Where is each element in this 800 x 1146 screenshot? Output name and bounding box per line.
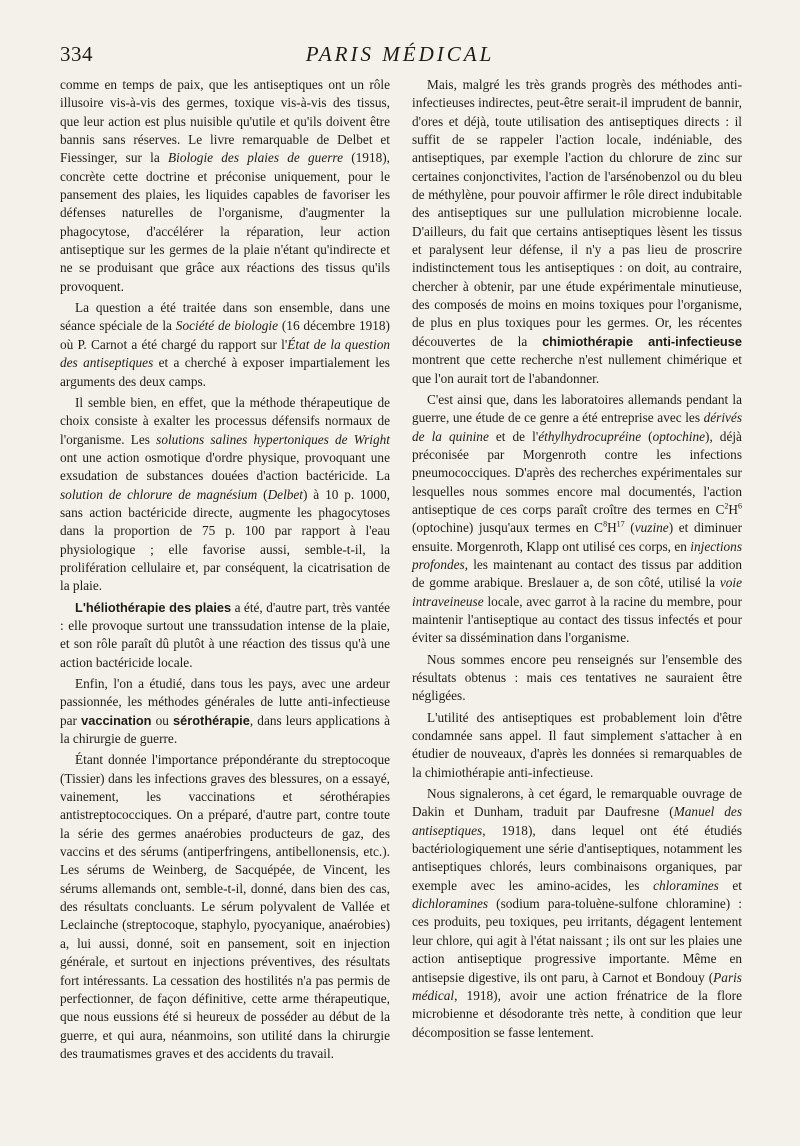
paragraph	[412, 709, 742, 782]
text-run: a été, d'autre part, très vantée : elle provoque surtout une transsudation intense de la plaie, et son rôle paraît dû plutôt à une réaction des tissus qu'à une action bactéricide locale.	[60, 599, 390, 670]
italic-run: éthylhydrocupréine	[538, 428, 642, 444]
text-run: ) et diminuer ensuite. Morgenroth, Klapp ont utilisé ces corps, en	[412, 520, 742, 554]
text-run: (16 décembre 1918) où P. Carnot a été chargé du rapport sur l'	[60, 318, 390, 352]
text-run: Étant donnée l'importance prépondérante du streptocoque (Tissier) dans les infections graves des blessures, on a essayé, vainement, les vaccinations et sérothérapies antistreptococciques. On a préparé, d'autre part, contre toute la série des germes anaérobies producteurs de gaz, des vaccins et des sérums (antiperfringens, antibellonensis, etc.). Les sérums de Weinberg, de Sacquépée, de Vincent, les sérums allemands ont, semble-t-il, donné, dans bien des cas, des résultats concluants. Le sérum polyvalent de Vallée et Leclainche (streptocoque, staphylo, pyocyanique, anaérobies) a, lui aussi, donné, soit en pansement, soit en injection générale, et surtout en injections préventives, des résultats fort intéressants. La cessation des hostilités n'a pas permis de perfectionner, de façon définitive, cette arme thérapeutique, que nous eussions été si heureux de posséder au début de la guerre, et qui aura, néanmoins, son utilité dans la chirurgie des traumatismes graves et des accidents du travail.	[60, 752, 390, 1061]
italic-run: dichloramines	[412, 896, 489, 912]
italic-run: voie intraveineuse	[412, 575, 742, 609]
paragraph	[412, 391, 742, 648]
text-run: ) à 10 p. 1000, sans action bactéricide directe, augmente les phagocytoses dans la proportion de 75 p. 100 par rapport à l'eau physiologique ; elle favorise aussi, semble-t-il, la prolifération cellulaire et, par conséquent, la cicatrisation de la plaie.	[60, 486, 390, 594]
text-run: Enfin, l'on a étudié, dans tous les pays, avec une ardeur passionnée, les méthodes générales de lutte anti-infectieuse par	[60, 676, 390, 728]
text-run: (1918), concrète cette doctrine et préconise uniquement, pour le pansement des plaies, les liquides capables de favoriser les défenses naturelles de l'organisme, d'augmenter la phagocytose, d'accélérer la réparation, leur action antiseptique sur les germes de la plaie n'étant qu'indirecte et ne se produisant que grâce aux réactions des tissus qu'ils provoquent.	[60, 150, 390, 294]
page-number: 334	[60, 42, 93, 66]
text-run: (	[257, 486, 268, 502]
paragraph	[60, 599, 390, 672]
text-run: Mais, malgré les très grands progrès des méthodes anti-infectieuses indirectes, peut-être serait-il imprudent de bannir, d'ores et déjà, toute utilisation des antiseptiques directs : il suffit de se rappeler l'action locale, indéniable, des antiseptiques, par exemple l'action du chlorure de zinc sur certaines conjonctivites, l'action de l'arsénobenzol ou du bleu de méthylène, pour pouvoir affirmer le rôle direct indubitable des antiseptiques sur une pullulation microbienne locale. D'ailleurs, du fait que certains antiseptiques lèsent les tissus et paralysent leur défense, il n'y a pas lieu de proscrire indistinctement tous les antiseptiques : on doit, au contraire, chercher à obtenir, par une étude expérimentale minutieuse, des composés de moins en moins toxiques pour l'organisme, de plus en plus toxiques pour les germes. Or, les récentes découvertes de la	[412, 77, 742, 349]
superscript-run: 8	[603, 519, 608, 529]
italic-run: solution de chlorure de magnésium	[60, 486, 258, 502]
text-run: C'est ainsi que, dans les laboratoires allemands pendant la guerre, une étude de ce genre a été entreprise avec les	[412, 391, 742, 426]
text-run: ont une action osmotique d'ordre physique, provoquant une exsudation de substances douées d'action bactéricide. La	[60, 449, 390, 484]
text-run: , dans leurs applications à la chirurgie de guerre.	[60, 712, 390, 747]
text-run: La question a été traitée dans son ensemble, dans une séance spéciale de la	[60, 300, 390, 334]
text-run: , 1918), avoir une action frénatrice de la flore microbienne et désodorante très nette, à condition que leur décomposition se fasse lentement.	[412, 987, 742, 1040]
bold-run: sérothérapie	[173, 712, 250, 728]
text-run: (optochine) jusqu'aux termes en C	[412, 520, 604, 536]
text-run: (	[624, 520, 635, 536]
bold-run: L'héliothérapie des plaies	[75, 599, 232, 615]
italic-run: Paris médical	[412, 969, 742, 1003]
paragraph	[412, 651, 742, 706]
right-column	[412, 76, 742, 1042]
left-column	[60, 76, 390, 1063]
text-run: ), déjà préconisée par Morgenroth contre les infections pneumococciques. D'après des recherches expérimentales sur lesquelles nous sommes encore mal documentés, l'action antiseptique de ces corps paraît croître des termes en C	[412, 428, 742, 517]
text-run: locale, avec garrot à la racine du membre, pour maintenir l'antiseptique au contact des tissus infectés et pour éviter sa dissémination dans l'organisme.	[412, 593, 742, 646]
italic-run: chloramines	[653, 877, 719, 893]
italic-run: vuzine	[634, 520, 669, 536]
journal-title: PARIS MÉDICAL	[305, 42, 495, 66]
bold-run: vaccination	[81, 712, 152, 728]
text-run: et	[718, 877, 742, 893]
superscript-run: 6	[738, 501, 742, 511]
italic-run: État de la question des antiseptiques	[60, 336, 390, 371]
text-run: Il semble bien, en effet, que la méthode thérapeutique de choix consiste à exalter les processus défensifs normaux de l'organisme. Les	[60, 394, 390, 447]
paragraph	[60, 76, 390, 296]
text-run: H	[607, 520, 617, 536]
paragraph	[60, 751, 390, 1063]
text-run: ou	[151, 712, 174, 728]
bold-run: chimiothérapie anti-infectieuse	[542, 333, 742, 349]
text-run: Nous signalerons, à cet égard, le remarquable ouvrage de Dakin et Dunham, traduit par Daufresne (	[412, 786, 742, 820]
superscript-run: 17	[616, 519, 625, 529]
page-header	[60, 40, 740, 72]
text-run: comme en temps de paix, que les antiseptiques ont un rôle illusoire vis-à-vis des germes, toxique vis-à-vis des tissus, que leur action est plus nuisible qu'utile et qu'ils doivent être bannis sans réserves. Le livre remarquable de Delbet et Fiessinger, sur la	[60, 77, 390, 166]
text-run: (	[641, 428, 653, 444]
italic-run: optochine	[652, 428, 706, 444]
italic-run: Biologie des plaies de guerre	[168, 150, 343, 166]
text-run: et a cherché à exposer impartialement les arguments des deux camps.	[60, 355, 390, 389]
text-run: Nous sommes encore peu renseignés sur l'ensemble des résultats obtenus : mais ces tentatives ne sauraient être négligées.	[412, 651, 742, 704]
text-run: (sodium para-toluène-sulfone chloramine) : ces produits, peu toxiques, peu irritants, dégagent lentement leur chlore, qui agit à l'état naissant ; ils ont sur les plaies une action antiseptique progressive importante. Même en antisepsie digestive, ils ont paru, à Carnot et Bondouy (	[412, 896, 742, 985]
text-run: montrent que cette recherche n'est nullement chimérique et que l'on aurait tort de l'abandonner.	[412, 352, 742, 386]
superscript-run: 2	[724, 501, 729, 511]
text-run: H	[728, 501, 738, 517]
paragraph	[412, 76, 742, 388]
italic-run: injections profondes	[412, 538, 742, 572]
text-run: , 1918), dans lequel ont été étudiés bactériologiquement une série d'antiseptiques, notamment les antiseptiques chlorés, leurs combinaisons organiques, par exemple avec les amino-acides, les	[412, 822, 742, 893]
italic-run: dérivés de la quinine	[412, 410, 742, 444]
text-run: , les maintenant au contact des tissus par addition de gomme arabique. Breslauer a, de son côté, utilisé la	[412, 556, 742, 591]
paragraph	[60, 394, 390, 596]
italic-run: Manuel des antiseptiques	[412, 804, 743, 838]
paragraph	[60, 299, 390, 391]
paragraph	[60, 675, 390, 748]
paragraph	[412, 785, 742, 1042]
italic-run: Delbet	[267, 486, 304, 502]
italic-run: Société de biologie	[175, 318, 279, 334]
text-run: L'utilité des antiseptiques est probablement loin d'être condamnée sans appel. Il faut simplement s'attacher à en étudier de nouveaux, d'après les données si remarquables de la chimiothérapie anti-infectieuse.	[412, 709, 742, 780]
text-run: et de l'	[488, 428, 539, 444]
italic-run: solutions salines hypertoniques de Wright	[156, 431, 390, 447]
